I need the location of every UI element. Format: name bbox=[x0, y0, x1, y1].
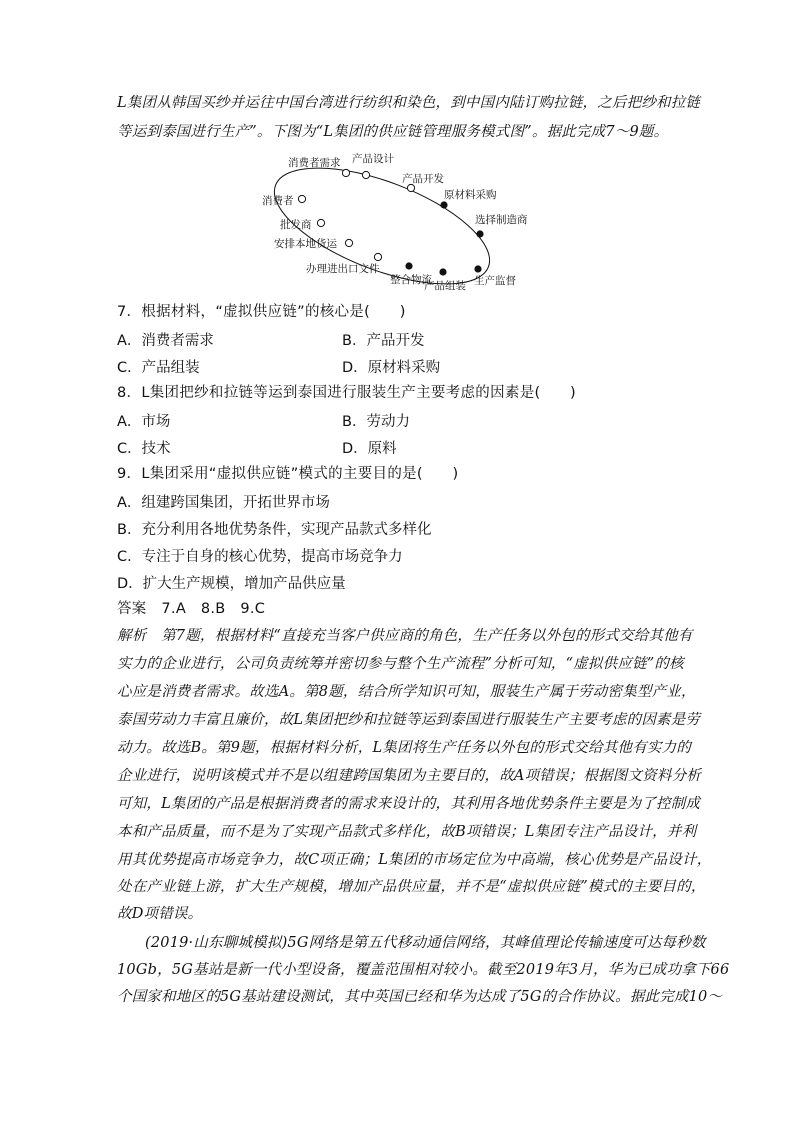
q9-option-c: C．专注于自身的核心优势，提高市场竞争力 bbox=[117, 549, 403, 565]
node-consumer bbox=[298, 195, 305, 202]
q7-option-b: B．产品开发 bbox=[342, 333, 425, 349]
analysis-line: 解析 第7题，根据材料“直接充当客户供应商的角色，生产任务以外包的形式交给其他有 bbox=[117, 628, 693, 644]
node-assembly bbox=[439, 268, 446, 275]
analysis-line: 用其优势提高市场竞争力，故C项正确；L集团的市场定位为中高端，核心优势是产品设计， bbox=[117, 852, 712, 868]
analysis-line: 可知，L集团的产品是根据消费者的需求来设计的，其利用各地优势条件主要是为了控制成 bbox=[117, 796, 701, 812]
intro-line-2: 等运到泰国进行生产”。下图为“L集团的供应链管理服务模式图”。据此完成7～9题。 bbox=[117, 124, 669, 140]
q9-option-a: A．组建跨国集团，开拓世界市场 bbox=[117, 495, 330, 511]
analysis-line: 故D项错误。 bbox=[117, 906, 203, 922]
label-wholesaler: 批发商 bbox=[280, 219, 312, 231]
label-import-export: 办理进出口文件 bbox=[306, 263, 380, 275]
q7-option-c: C．产品组装 bbox=[117, 360, 200, 376]
node-import-export bbox=[374, 253, 381, 260]
label-product-dev: 产品开发 bbox=[402, 173, 444, 185]
node-select-manufacturer bbox=[476, 230, 483, 237]
answer-line: 答案 7.A 8.B 9.C bbox=[117, 601, 266, 617]
label-logistics: 整合物流 bbox=[390, 274, 432, 286]
q9-option-b: B．充分利用各地优势条件，实现产品款式多样化 bbox=[117, 522, 432, 538]
q7-option-a: A．消费者需求 bbox=[117, 333, 214, 349]
q8-option-c: C．技术 bbox=[117, 441, 171, 457]
label-supervision: 生产监督 bbox=[474, 275, 516, 287]
q8-option-b: B．劳动力 bbox=[342, 414, 410, 430]
label-product-design: 产品设计 bbox=[352, 153, 394, 165]
label-select-manufacturer: 选择制造商 bbox=[475, 214, 528, 226]
q8-option-a: A．市场 bbox=[117, 414, 171, 430]
next-passage-line: 个国家和地区的5G基站建设测试，其中英国已经和华为达成了5G的合作协议。据此完成10～ bbox=[117, 989, 723, 1005]
node-logistics bbox=[405, 262, 412, 269]
analysis-line: 心应是消费者需求。故选A。第8题，结合所学知识可知，服装生产属于劳动密集型产业， bbox=[117, 684, 696, 700]
analysis-line: 企业进行，说明该模式并不是以组建跨国集团为主要目的，故A项错误；根据图文资料分析 bbox=[117, 768, 701, 784]
q9-option-d: D．扩大生产规模，增加产品供应量 bbox=[117, 576, 346, 592]
node-wholesaler bbox=[317, 219, 324, 226]
analysis-line: 本和产品质量，而不是为了实现产品款式多样化，故B项错误；L集团专注产品设计，并利 bbox=[117, 824, 697, 840]
node-product-dev bbox=[407, 184, 414, 191]
q7-stem: 7．根据材料，“虚拟供应链”的核心是( ) bbox=[117, 304, 406, 320]
q8-option-d: D．原料 bbox=[342, 441, 397, 457]
q9-stem: 9．L集团采用“虚拟供应链”模式的主要目的是( ) bbox=[117, 466, 459, 482]
node-product-design bbox=[362, 171, 369, 178]
node-raw-material bbox=[440, 201, 447, 208]
analysis-line: 动力。故选B。第9题，根据材料分析，L集团将生产任务以外包的形式交给其他有实力的 bbox=[117, 740, 692, 756]
node-consumer-demand bbox=[342, 169, 349, 176]
q7-option-d: D．原材料采购 bbox=[342, 360, 441, 376]
label-consumer-demand: 消费者需求 bbox=[288, 157, 341, 169]
next-passage-line: (2019·山东聊城模拟)5G网络是第五代移动通信网络，其峰值理论传输速度可达每秒数 bbox=[145, 935, 706, 951]
label-consumer: 消费者 bbox=[262, 195, 294, 207]
analysis-line: 处在产业链上游，扩大生产规模，增加产品供应量，并不是“虚拟供应链”模式的主要目的， bbox=[117, 879, 706, 895]
node-local-shipping bbox=[345, 239, 352, 246]
analysis-line: 泰国劳动力丰富且廉价，故L集团把纱和拉链等运到泰国进行服装生产主要考虑的因素是劳 bbox=[117, 712, 701, 728]
intro-line-1: L集团从韩国买纱并运往中国台湾进行纺织和染色，到中国内陆订购拉链，之后把纱和拉链 bbox=[117, 95, 701, 111]
next-passage-line: 10Gb，5G基站是新一代小型设备，覆盖范围相对较小。截至2019年3月，华为已成功拿下66 bbox=[117, 962, 730, 978]
q8-stem: 8．L集团把纱和拉链等运到泰国进行服装生产主要考虑的因素是( ) bbox=[117, 385, 577, 401]
label-raw-material: 原材料采购 bbox=[444, 189, 497, 201]
supply-chain-diagram bbox=[250, 148, 550, 294]
label-assembly: 产品组装 bbox=[424, 280, 466, 292]
analysis-line: 实力的企业进行，公司负责统筹并密切参与整个生产流程”分析可知，“虚拟供应链”的核 bbox=[117, 656, 684, 672]
node-supervision bbox=[474, 265, 481, 272]
label-local-shipping: 安排本地货运 bbox=[274, 238, 337, 250]
